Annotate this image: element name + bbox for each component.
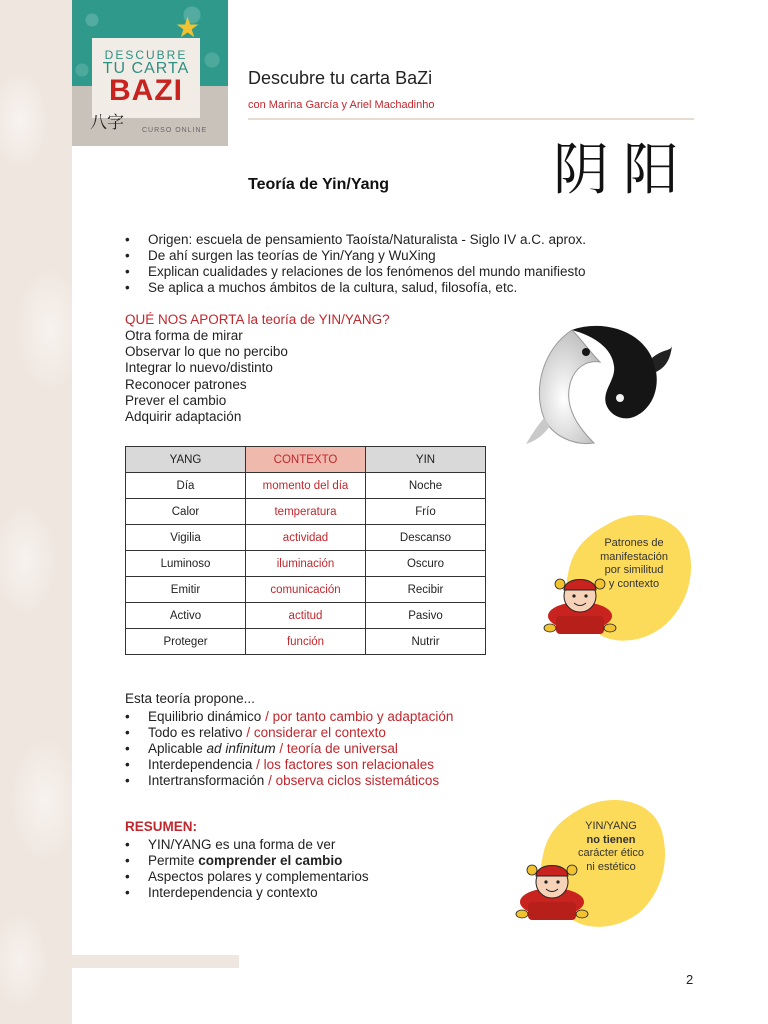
bullet-icon: •	[125, 232, 130, 247]
bullet-icon: •	[125, 853, 130, 868]
bullet-icon: •	[125, 757, 130, 772]
list-item	[125, 709, 453, 725]
list-item-text: De ahí surgen las teorías de Yin/Yang y WuXing	[148, 248, 436, 263]
bullet-icon: •	[125, 869, 130, 884]
table-cell-yin: Oscuro	[366, 551, 486, 577]
table-cell-context: iluminación	[246, 551, 366, 577]
summary-list	[125, 837, 369, 901]
table-cell-yang: Activo	[126, 603, 246, 629]
section-title: Teoría de Yin/Yang	[248, 176, 390, 193]
logo-line-2: TU CARTA	[102, 60, 190, 77]
table-cell-context: actitud	[246, 603, 366, 629]
question-title: QUÉ NOS APORTA la teoría de YIN/YANG?	[125, 312, 390, 327]
page-number: 2	[686, 972, 694, 987]
list-item-note: / los factores son relacionales	[256, 757, 434, 772]
list-item: Prever el cambio	[125, 392, 227, 408]
table-cell-yin: Recibir	[366, 577, 486, 603]
list-item-text: Explican cualidades y relaciones de los fenómenos del mundo manifiesto	[148, 264, 586, 279]
table-cell-yin: Descanso	[366, 525, 486, 551]
yin-yang-fish-icon	[524, 318, 674, 448]
table-row	[126, 577, 486, 603]
table-cell-yin: Pasivo	[366, 603, 486, 629]
table-cell-context: actividad	[246, 525, 366, 551]
document-title: Descubre tu carta BaZi	[248, 68, 433, 88]
proposal-title: Esta teoría propone...	[125, 691, 255, 706]
list-item	[125, 757, 453, 773]
note-line: ni estético	[586, 860, 636, 873]
table-cell-context: función	[246, 629, 366, 655]
list-item	[125, 741, 453, 757]
note-line: YIN/YANG	[585, 820, 637, 832]
list-item-text: Equilibrio dinámico	[148, 709, 262, 724]
table-row	[126, 525, 486, 551]
list-item-text: Se aplica a muchos ámbitos de la cultura, salud, filosofía, etc.	[148, 280, 518, 295]
yin-yang-hanzi: 阴阳	[553, 138, 693, 203]
list-item	[125, 725, 453, 741]
bullet-icon: •	[125, 280, 130, 295]
bullet-icon: •	[125, 264, 130, 279]
bullet-icon: •	[125, 709, 130, 724]
list-item-note: / teoría de universal	[279, 741, 398, 756]
table-cell-yang: Calor	[126, 499, 246, 525]
list-item	[125, 869, 369, 885]
table-row	[126, 499, 486, 525]
note-ethics-text	[555, 820, 667, 874]
list-item	[125, 264, 586, 280]
summary-title: RESUMEN:	[125, 819, 198, 834]
list-item: Observar lo que no percibo	[125, 344, 288, 360]
table-cell-yang: Vigilia	[126, 525, 246, 551]
table-cell-yin: Noche	[366, 473, 486, 499]
table-cell-yang: Emitir	[126, 577, 246, 603]
list-item	[125, 853, 369, 869]
table-header-row	[126, 447, 486, 473]
list-item	[125, 280, 586, 296]
table-row	[126, 629, 486, 655]
list-item-text: Todo es relativo	[148, 725, 243, 740]
list-item: Otra forma de mirar	[125, 328, 243, 343]
list-item-bold: comprender el cambio	[198, 853, 343, 868]
table-cell-context: comunicación	[246, 577, 366, 603]
list-item-text: Interdependencia	[148, 757, 253, 772]
header-context: CONTEXTO	[246, 447, 366, 473]
list-item-text: Permite	[148, 853, 199, 868]
bullet-icon: •	[125, 837, 130, 852]
decorative-side-band	[0, 0, 72, 1024]
yin-yang-table	[125, 446, 486, 655]
header-divider	[248, 118, 694, 120]
list-item-text: Interdependencia y contexto	[148, 885, 318, 900]
logo-line-1: DESCUBRE	[104, 48, 188, 62]
table-cell-yang: Día	[126, 473, 246, 499]
question-list	[125, 328, 288, 425]
list-item	[125, 773, 453, 789]
header-yin: YIN	[366, 447, 486, 473]
table-cell-yin: Frío	[366, 499, 486, 525]
decorative-bottom-bar	[72, 955, 239, 968]
note-line-bold: no tienen	[586, 833, 636, 846]
list-item: Reconocer patrones	[125, 376, 247, 392]
note-patterns-text	[588, 537, 680, 591]
table-cell-yang: Proteger	[126, 629, 246, 655]
note-line: por similitud	[604, 564, 664, 576]
list-item	[125, 248, 586, 264]
list-item	[125, 232, 586, 248]
list-item-text: Aplicable	[148, 741, 207, 756]
table-cell-yang: Luminoso	[126, 551, 246, 577]
list-item-italic: ad infinitum	[206, 741, 276, 756]
table-row	[126, 473, 486, 499]
logo-hanzi: 八字	[90, 113, 124, 132]
star-icon: ★	[175, 12, 201, 43]
note-line: y contexto	[608, 577, 660, 590]
table-cell-yin: Nutrir	[366, 629, 486, 655]
list-item	[125, 837, 369, 853]
bullet-icon: •	[125, 725, 130, 740]
list-item: Adquirir adaptación	[125, 409, 242, 425]
note-line: carácter ético	[577, 847, 645, 859]
list-item: Integrar lo nuevo/distinto	[125, 360, 273, 376]
course-logo	[72, 0, 228, 146]
bullet-icon: •	[125, 773, 130, 788]
table-row	[126, 551, 486, 577]
table-row	[126, 603, 486, 629]
list-item-text: Intertransformación	[148, 773, 265, 788]
table-cell-context: temperatura	[246, 499, 366, 525]
header-yang: YANG	[126, 447, 246, 473]
bullet-icon: •	[125, 248, 130, 263]
table-cell-context: momento del día	[246, 473, 366, 499]
list-item-note: / observa ciclos sistemáticos	[268, 773, 440, 788]
bullet-icon: •	[125, 885, 130, 900]
logo-line-3: BAZI	[109, 74, 183, 107]
list-item-note: / considerar el contexto	[246, 725, 386, 740]
list-item-note: / por tanto cambio y adaptación	[265, 709, 454, 724]
bullet-icon: •	[125, 741, 130, 756]
proposal-list	[125, 709, 453, 789]
list-item-text: Aspectos polares y complementarios	[148, 869, 369, 884]
intro-bullet-list	[125, 232, 586, 296]
list-item	[125, 885, 369, 901]
note-line: manifestación	[600, 550, 668, 563]
list-item-text: YIN/YANG es una forma de ver	[148, 837, 336, 852]
note-line: Patrones de	[604, 537, 664, 549]
logo-tagline: CURSO ONLINE	[142, 127, 208, 134]
list-item-text: Origen: escuela de pensamiento Taoísta/Naturalista - Siglo IV a.C. aprox.	[148, 232, 586, 247]
document-subtitle: con Marina García y Ariel Machadinho	[248, 99, 435, 111]
